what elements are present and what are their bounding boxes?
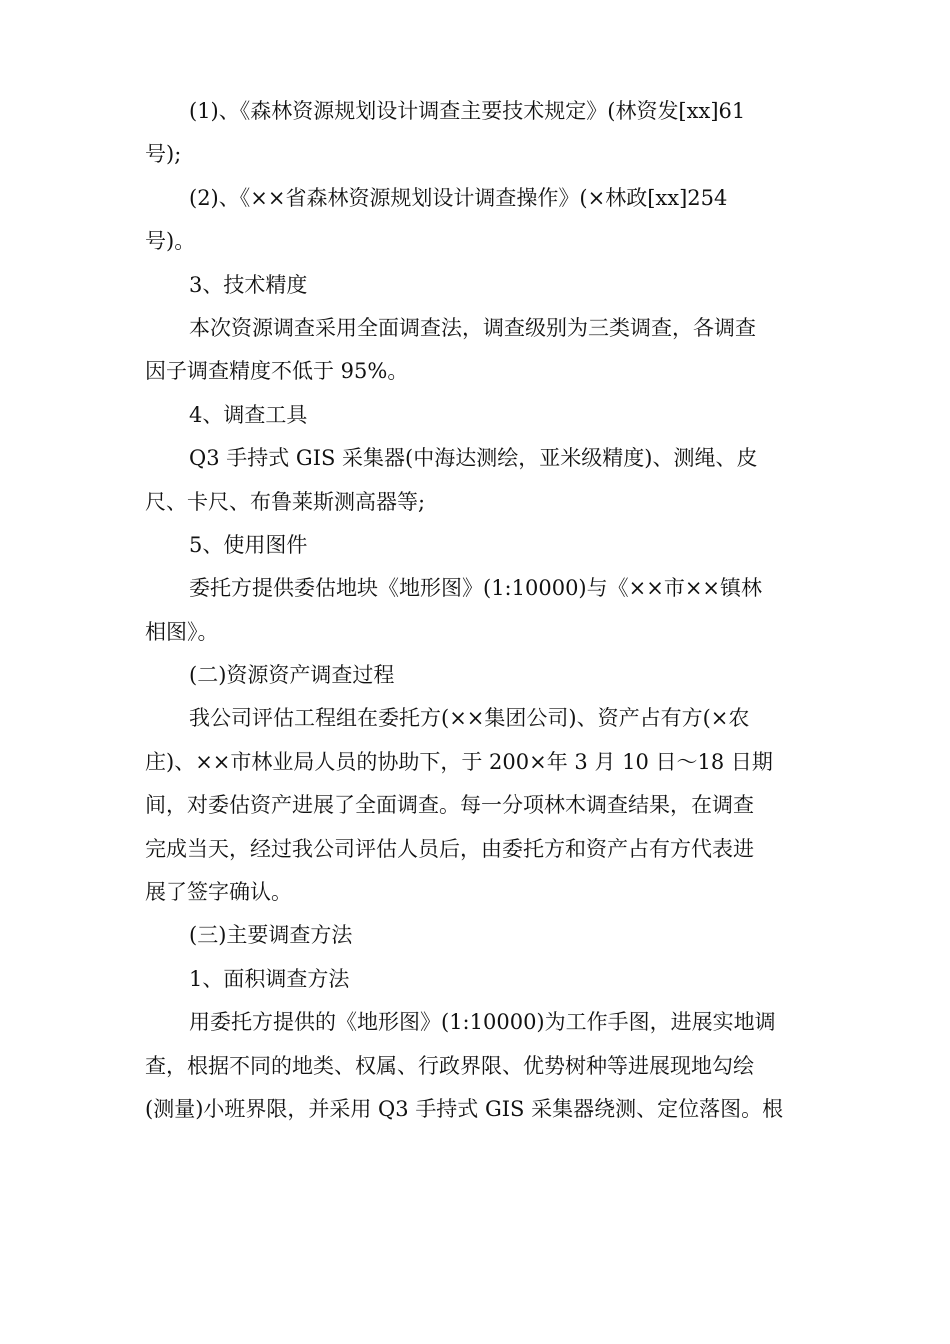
section-heading: 3、技术精度 <box>189 272 308 297</box>
text-line: 完成当天，经过我公司评估人员后，由委托方和资产占有方代表进 <box>145 836 754 861</box>
section-heading: (三)主要调查方法 <box>189 923 353 948</box>
text-line: 本次资源调查采用全面调查法，调查级别为三类调查，各调查 <box>189 315 756 340</box>
text-line: (2)、《××省森林资源规划设计调查操作》(×林政[xx]254 <box>189 185 728 210</box>
document-body <box>145 90 810 1131</box>
section-heading: 5、使用图件 <box>189 532 308 557</box>
text-line: 相图》。 <box>145 619 219 644</box>
text-line: 间，对委估资产进展了全面调查。每一分项林木调查结果，在调查 <box>145 793 754 818</box>
text-line: (测量)小班界限，并采用 Q3 手持式 GIS 采集器绕测、定位落图。根 <box>145 1096 784 1121</box>
text-line: 号)。 <box>145 229 196 254</box>
text-line: 因子调查精度不低于 95%。 <box>145 359 409 384</box>
text-line: 用委托方提供的《地形图》(1:10000)为工作手图，进展实地调 <box>189 1010 776 1035</box>
text-line: 我公司评估工程组在委托方(××集团公司)、资产占有方(×农 <box>189 706 750 731</box>
text-line: 号); <box>145 142 182 167</box>
text-line: 展了签字确认。 <box>145 880 292 905</box>
text-line: 尺、卡尺、布鲁莱斯测高器等; <box>145 489 426 514</box>
section-heading: (二)资源资产调查过程 <box>189 663 395 688</box>
text-line: 查，根据不同的地类、权属、行政界限、优势树种等进展现地勾绘 <box>145 1053 754 1078</box>
section-heading: 4、调查工具 <box>189 402 308 427</box>
section-heading: 1、面积调查方法 <box>189 966 350 991</box>
text-line: Q3 手持式 GIS 采集器(中海达测绘，亚米级精度)、测绳、皮 <box>189 446 758 471</box>
text-line: (1)、《森林资源规划设计调查主要技术规定》(林资发[xx]61 <box>189 99 746 123</box>
text-line: 委托方提供委估地块《地形图》(1:10000)与《××市××镇林 <box>189 576 763 601</box>
text-line: 庄)、××市林业局人员的协助下，于 200×年 3 月 10 日～18 日期 <box>145 749 773 774</box>
